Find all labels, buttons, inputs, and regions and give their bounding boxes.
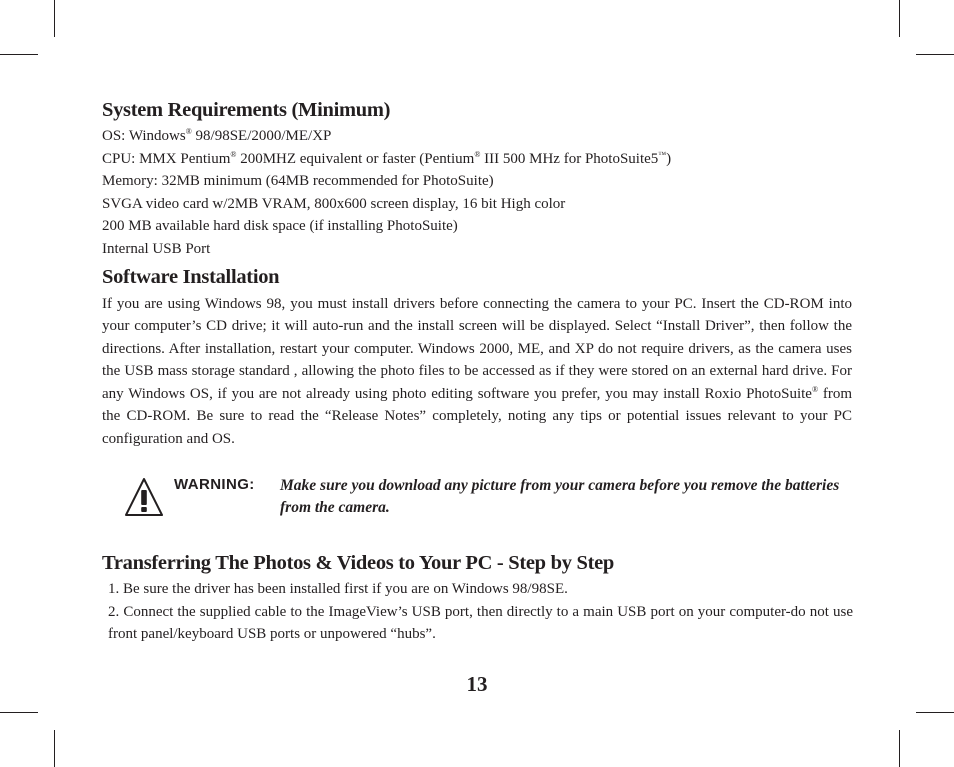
crop-mark-top-left-vertical	[54, 0, 55, 37]
requirements-list	[102, 125, 852, 261]
step-item: 1. Be sure the driver has been installed first if you are on Windows 98/98SE.	[108, 581, 568, 597]
step-item: 2. Connect the supplied cable to the ImageView’s USB port, then directly to a main USB port on your computer-do not use front panel/keyboard USB ports or unpowered “hubs”.	[108, 603, 853, 642]
warning-triangle-icon	[124, 476, 164, 518]
requirement-os: OS: Windows® 98/98SE/2000/ME/XP	[102, 127, 332, 144]
crop-mark-bottom-right-vertical	[899, 730, 900, 767]
software-installation-heading: Software Installation	[102, 265, 280, 288]
warning-box	[124, 476, 854, 520]
crop-mark-top-right-horizontal	[916, 54, 954, 55]
transfer-steps	[108, 578, 853, 646]
main-content	[102, 98, 852, 450]
crop-mark-bottom-left-vertical	[54, 730, 55, 767]
crop-mark-top-left-horizontal	[0, 54, 38, 55]
requirement-video: SVGA video card w/2MB VRAM, 800x600 screen display, 16 bit High color	[102, 195, 566, 212]
system-requirements-heading: System Requirements (Minimum)	[102, 99, 391, 121]
software-installation-paragraph: If you are using Windows 98, you must install drivers before connecting the camera to your PC. Insert the CD-ROM into your computer’s CD drive; it will auto-run and the install screen will be displayed. Select “Install Driver”, then follow the directions. After installation, restart your computer. Windows 2000, ME, and XP do not require drivers, as the camera uses the USB mass storage standard , allowing the photo files to be accessed as if they were stored on an external hard drive. For any Windows OS, if you are not already using photo editing software you prefer, you may install Roxio PhotoSuite® from the CD-ROM. Be sure to read the “Release Notes” completely, noting any tips or potential issues relevant to your PC configuration and OS.	[102, 295, 852, 447]
warning-text: Make sure you download any picture from your camera before you remove the batteries from the camera.	[280, 477, 840, 516]
requirement-disk: 200 MB available hard disk space (if installing PhotoSuite)	[102, 218, 458, 235]
page-number: 13	[466, 672, 488, 696]
requirement-usb: Internal USB Port	[102, 240, 211, 257]
crop-mark-bottom-right-horizontal	[916, 712, 954, 713]
requirement-cpu: CPU: MMX Pentium® 200MHZ equivalent or faster (Pentium® III 500 MHz for PhotoSuite5™)	[102, 149, 672, 167]
requirement-memory: Memory: 32MB minimum (64MB recommended for PhotoSuite)	[102, 173, 494, 190]
transfer-photos-heading: Transferring The Photos & Videos to Your PC - Step by Step	[102, 552, 615, 574]
crop-mark-top-right-vertical	[899, 0, 900, 37]
crop-mark-bottom-left-horizontal	[0, 712, 38, 713]
warning-label: WARNING:	[174, 476, 255, 493]
